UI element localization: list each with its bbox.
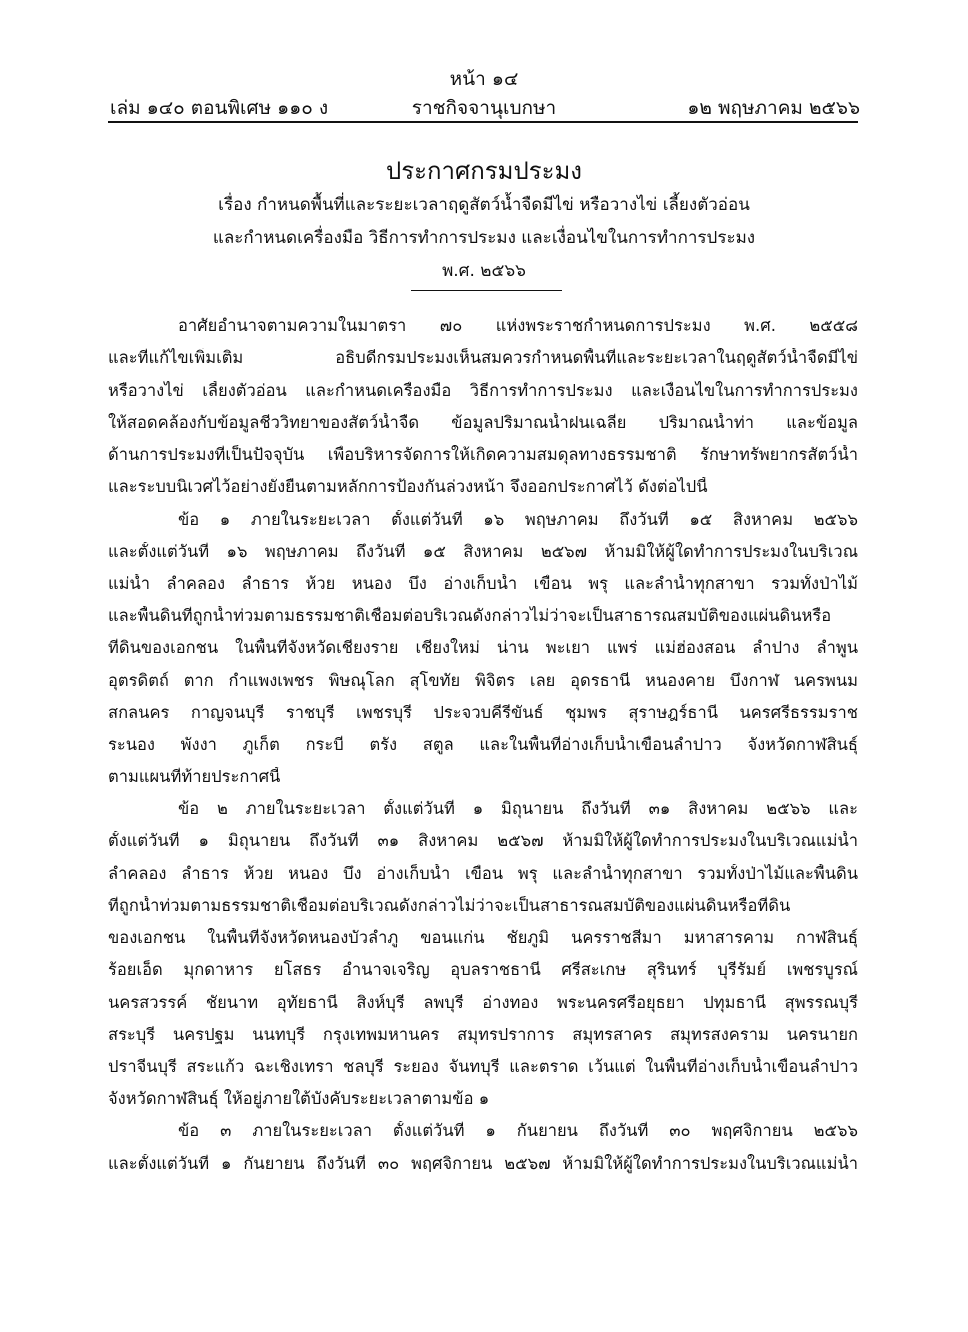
clause-2-line: ที่ถูกน้ำท่วมตามธรรมชาติเชื่อมต่อบริเวณดังกล่าวไม่ว่าจะเป็นสาธารณสมบัติของแผ่นดินหรือที่ดิน: [108, 896, 791, 915]
clause-2-line: ตั้งแต่วันที่ ๑ มิถุนายน ถึงวันที่ ๓๑ สิงหาคม ๒๕๖๗ ห้ามมิให้ผู้ใดทำการประมงในบริเวณแม่น้ำ: [108, 831, 858, 850]
body-line: และที่แก้ไขเพิ่มเติม อธิบดีกรมประมงเห็นสมควรกำหนดพื้นที่และระยะเวลาในฤดูสัตว์น้ำจืดมีไข่: [108, 348, 858, 367]
clause-2-line: นครสวรรค์ ชัยนาท อุทัยธานี สิงห์บุรี ลพบุรี อ่างทอง พระนครศรีอยุธยา ปทุมธานี สุพรรณบุรี: [108, 993, 858, 1012]
clause-1-line: และตั้งแต่วันที่ ๑๖ พฤษภาคม ถึงวันที่ ๑๕ สิงหาคม ๒๕๖๗ ห้ามมิให้ผู้ใดทำการประมงในบริเวณ: [108, 542, 858, 561]
clause-1-line: สกลนคร กาญจนบุรี ราชบุรี เพชรบุรี ประจวบคีรีขันธ์ ชุมพร สุราษฎร์ธานี นครศรีธรรมราช: [108, 703, 858, 722]
clause-2-line: ร้อยเอ็ด มุกดาหาร ยโสธร อำนาจเจริญ อุบลราชธานี ศรีสะเกษ สุรินทร์ บุรีรัมย์ เพชรบูรณ์: [108, 960, 858, 979]
clause-1-line: ระนอง พังงา ภูเก็ต กระบี่ ตรัง สตูล และในพื้นที่อ่างเก็บน้ำเขื่อนลำปาว จังหวัดกาฬสินธุ์: [108, 735, 858, 754]
subject-line-1: เรื่อง กำหนดพื้นที่และระยะเวลาฤดูสัตว์น้ำจืดมีไข่ หรือวางไข่ เลี้ยงตัวอ่อน: [218, 195, 750, 215]
body-line: หรือวางไข่ เลี้ยงตัวอ่อน และกำหนดเครื่องมือ วิธีการทำการประมง และเงื่อนไขในการทำการประมง: [108, 381, 858, 400]
volume-issue: เล่ม ๑๔๐ ตอนพิเศษ ๑๑๐ ง: [110, 97, 329, 119]
page-number: หน้า ๑๔: [449, 68, 519, 90]
clause-2-line: ปราจีนบุรี สระแก้ว ฉะเชิงเทรา ชลบุรี ระยอง จันทบุรี และตราด เว้นแต่ ในพื้นที่อ่างเก็บน้ำเขื่อนลำปาว: [108, 1057, 858, 1076]
clause-3-line: ข้อ ๓ ภายในระยะเวลา ตั้งแต่วันที่ ๑ กันยายน ถึงวันที่ ๓๐ พฤศจิกายน ๒๕๖๖: [178, 1121, 858, 1140]
clause-2-line: ลำคลอง ลำธาร ห้วย หนอง บึง อ่างเก็บน้ำ เขื่อน พรุ และลำน้ำทุกสาขา รวมทั้งป่าไม้และพื้นดิน: [108, 864, 858, 883]
clause-1-line: อุตรดิตถ์ ตาก กำแพงเพชร พิษณุโลก สุโขทัย พิจิตร เลย อุดรธานี หนองคาย บึงกาฬ นครพนม: [108, 671, 858, 690]
body-line: และระบบนิเวศไว้อย่างยั่งยืนตามหลักการป้องกันล่วงหน้า จึงออกประกาศไว้ ดังต่อไปนี้: [108, 477, 708, 496]
gazette-name: ราชกิจจานุเบกษา: [411, 97, 557, 119]
header-rule: [108, 121, 858, 123]
clause-1-line: ที่ดินของเอกชน ในพื้นที่จังหวัดเชียงราย เชียงใหม่ น่าน พะเยา แพร่ แม่ฮ่องสอน ลำปาง ลำพูน: [108, 638, 858, 657]
clause-2-line: ของเอกชน ในพื้นที่จังหวัดหนองบัวลำภู ขอนแก่น ชัยภูมิ นครราชสีมา มหาสารคาม กาฬสินธุ์: [108, 928, 858, 947]
clause-2-line: จังหวัดกาฬสินธุ์ ให้อยู่ภายใต้บังคับระยะเวลาตามข้อ ๑: [108, 1089, 490, 1108]
subject-year: พ.ศ. ๒๕๖๖: [442, 261, 526, 281]
announcement-title: ประกาศกรมประมง: [385, 157, 583, 185]
title-divider: [411, 290, 562, 291]
clause-1-line: ตามแผนที่ท้ายประกาศนี้: [108, 767, 281, 786]
publication-date: ๑๒ พฤษภาคม ๒๕๖๖: [687, 97, 860, 119]
clause-1-line: ข้อ ๑ ภายในระยะเวลา ตั้งแต่วันที่ ๑๖ พฤษภาคม ถึงวันที่ ๑๕ สิงหาคม ๒๕๖๖: [178, 510, 858, 529]
subject-line-2: และกำหนดเครื่องมือ วิธีการทำการประมง และเงื่อนไขในการทำการประมง: [212, 228, 756, 248]
clause-3-line: และตั้งแต่วันที่ ๑ กันยายน ถึงวันที่ ๓๐ พฤศจิกายน ๒๕๖๗ ห้ามมิให้ผู้ใดทำการประมงในบริเวณแม่น้ำ: [108, 1154, 858, 1173]
body-line: อาศัยอำนาจตามความในมาตรา ๗๐ แห่งพระราชกำหนดการประมง พ.ศ. ๒๕๕๘: [178, 316, 858, 335]
clause-2-line: ข้อ ๒ ภายในระยะเวลา ตั้งแต่วันที่ ๑ มิถุนายน ถึงวันที่ ๓๑ สิงหาคม ๒๕๖๖ และ: [178, 799, 858, 818]
clause-1-line: แม่น้ำ ลำคลอง ลำธาร ห้วย หนอง บึง อ่างเก็บน้ำ เขื่อน พรุ และลำน้ำทุกสาขา รวมทั้งป่าไม้: [108, 574, 858, 593]
body-line: ด้านการประมงที่เป็นปัจจุบัน เพื่อบริหารจัดการให้เกิดความสมดุลทางธรรมชาติ รักษาทรัพยากรสัตว์น้ำ: [108, 445, 858, 464]
body-line: ให้สอดคล้องกับข้อมูลชีววิทยาของสัตว์น้ำจืด ข้อมูลปริมาณน้ำฝนเฉลี่ย ปริมาณน้ำท่า และข้อมูล: [108, 413, 858, 432]
clause-2-line: สระบุรี นครปฐม นนทบุรี กรุงเทพมหานคร สมุทรปราการ สมุทรสาคร สมุทรสงคราม นครนายก: [108, 1025, 858, 1044]
clause-1-line: และพื้นดินที่ถูกน้ำท่วมตามธรรมชาติเชื่อมต่อบริเวณดังกล่าวไม่ว่าจะเป็นสาธารณสมบัติของแผ่นดินหรือ: [108, 606, 832, 625]
